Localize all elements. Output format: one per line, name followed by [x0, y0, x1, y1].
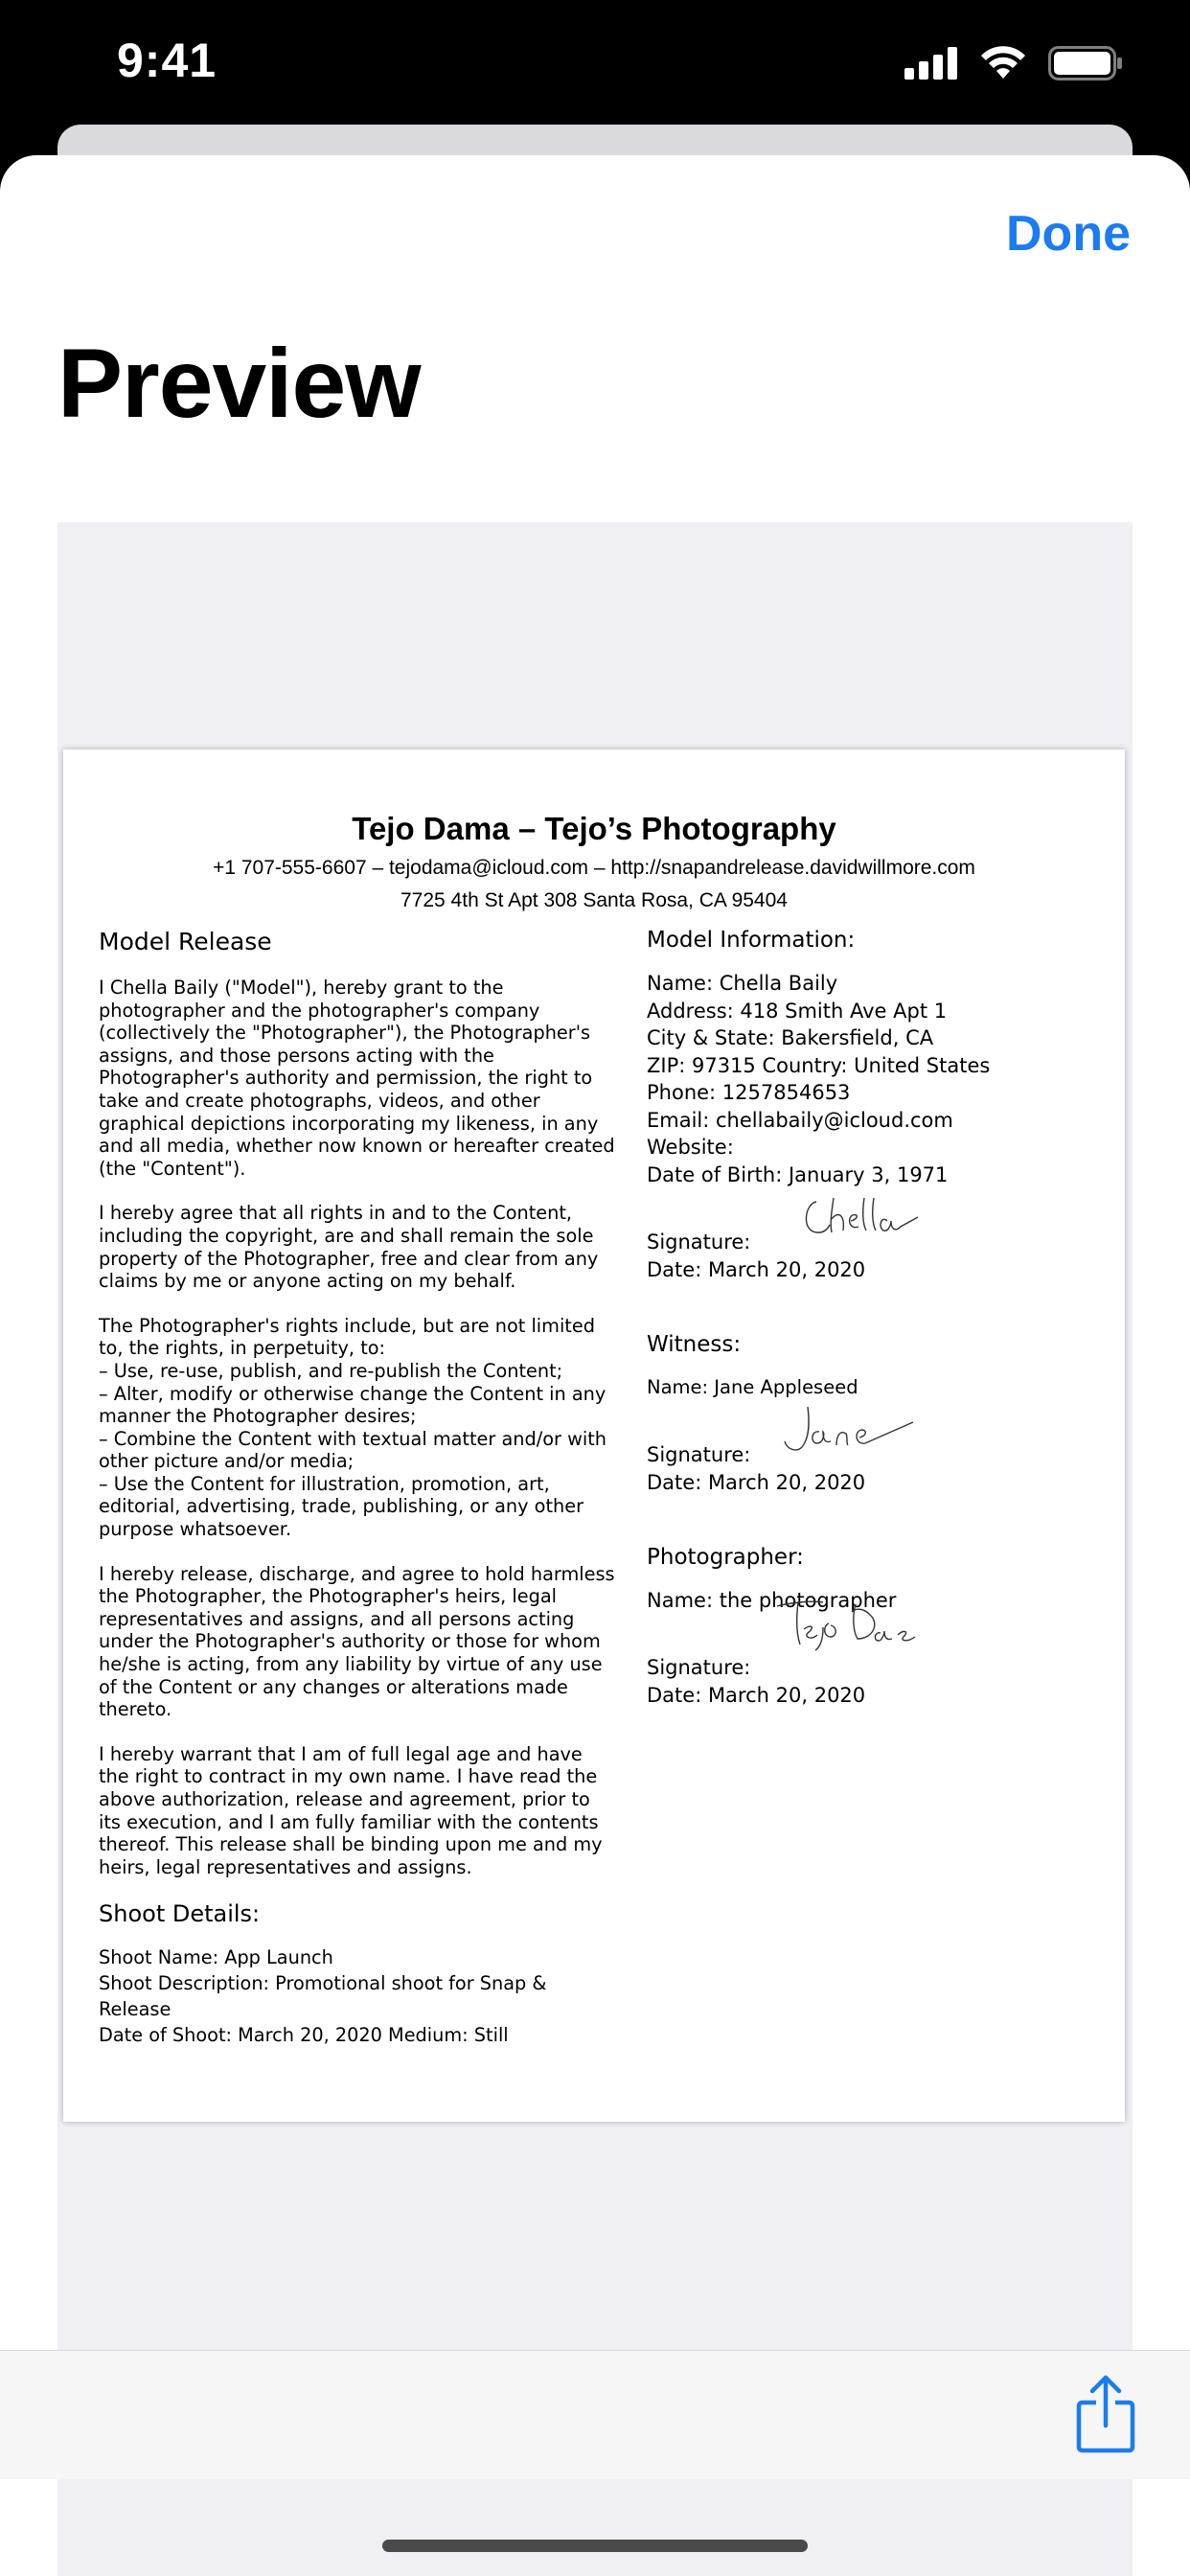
- model-website: Website:: [647, 1136, 734, 1159]
- model-release-column: [99, 928, 616, 2048]
- model-information-heading: Model Information:: [647, 928, 856, 953]
- document-page: [63, 749, 1125, 2122]
- release-paragraph-4: I hereby release, discharge, and agree to hold harmless the Photographer, the Photographer's heirs, legal representatives and assigns, and all persons acting under the Photographer's authority or those for whom he/she is acting, from any liability by virtue of any use of the Content or any changes or alterations made thereto.: [99, 1562, 615, 1721]
- page-title: Preview: [57, 329, 421, 438]
- witness-heading: Witness:: [647, 1331, 742, 1357]
- model-dob: Date of Birth: January 3, 1971: [647, 1162, 949, 1186]
- photographer-name: Name: the photographer: [647, 1588, 897, 1612]
- witness-name: Name: Jane Appleseed: [647, 1375, 858, 1398]
- status-bar: [0, 0, 1190, 144]
- model-city-state: City & State: Bakersfield, CA: [647, 1026, 934, 1049]
- photographer-signature-row: [647, 1654, 1107, 1682]
- photographer-signature-date: Date: March 20, 2020: [647, 1684, 866, 1707]
- model-phone: Phone: 1257854653: [647, 1081, 851, 1104]
- witness-signature-row: [647, 1441, 1107, 1469]
- rights-item: – Alter, modify or otherwise change the Content in any manner the Photographer desires;: [99, 1382, 606, 1428]
- document-address: 7725 4th St Apt 308 Santa Rosa, CA 95404: [400, 889, 788, 911]
- shoot-description: Shoot Description: Promotional shoot for Snap & Release: [99, 1972, 547, 2021]
- model-signature-image: [795, 1192, 920, 1240]
- witness-signature-image: [781, 1403, 915, 1457]
- share-icon[interactable]: [1075, 2374, 1136, 2454]
- photographer-heading: Photographer:: [647, 1544, 804, 1570]
- rights-item: – Use, re-use, publish, and re-publish the Content;: [99, 1359, 563, 1382]
- signal-icon: [904, 47, 958, 80]
- wifi-icon: [979, 46, 1027, 80]
- model-email: Email: chellabaily@icloud.com: [647, 1108, 953, 1132]
- shoot-name: Shoot Name: App Launch: [99, 1946, 333, 1969]
- document-contact: +1 707-555-6607 – tejodama@icloud.com – http://snapandrelease.davidwillmore.com: [213, 857, 975, 879]
- model-signature-row: [647, 1229, 1107, 1256]
- status-icons: [904, 46, 1123, 80]
- status-time: 9:41: [117, 34, 217, 87]
- rights-item: – Use the Content for illustration, promotion, art, editorial, advertising, trade, publishing, or any other purpose whatsoever.: [99, 1472, 584, 1541]
- model-signature-label: Signature:: [647, 1230, 751, 1254]
- model-information-column: [647, 928, 1107, 1710]
- shoot-date-medium: Date of Shoot: March 20, 2020 Medium: Still: [99, 2024, 509, 2047]
- release-paragraph-5: I hereby warrant that I am of full legal age and have the right to contract in my own name. I have read the above authorization, release and agreement, prior to its execution, and I am fully familiar with the contents thereof. This release shall be binding upon me and my heirs, legal representatives and assigns.: [99, 1742, 603, 1878]
- document-header: [63, 811, 1125, 912]
- model-zip-country: ZIP: 97315 Country: United States: [647, 1053, 991, 1077]
- done-button[interactable]: Done: [1006, 206, 1131, 262]
- model-release-heading: Model Release: [99, 928, 272, 955]
- model-address: Address: 418 Smith Ave Apt 1: [647, 999, 948, 1023]
- home-indicator[interactable]: [382, 2540, 808, 2552]
- release-paragraph-2: I hereby agree that all rights in and to the Content, including the copyright, are and shall remain the sole property of the Photographer, free and clear from any claims by me or anyone acting on my behalf.: [99, 1202, 599, 1293]
- battery-icon: [1048, 46, 1123, 80]
- model-name: Name: Chella Baily: [647, 972, 838, 995]
- photographer-signature-label: Signature:: [647, 1656, 751, 1679]
- release-paragraph-1: I Chella Baily ("Model"), hereby grant to the photographer and the photographer's company (collectively the "Photographer"), the Photographer's assigns, and those persons acting with the Photographer's authority and permission, the right to take and create photographs, videos, and other graphical depictions incorporating my likeness, in any and all media, whether now known or hereafter created (the "Content").: [99, 977, 615, 1180]
- witness-signature-label: Signature:: [647, 1443, 751, 1466]
- document-name: Tejo Dama – Tejo’s Photography: [352, 811, 836, 846]
- rights-intro: The Photographer's rights include, but are not limited to, the rights, in perpetuity, to:: [99, 1314, 595, 1360]
- model-signature-date: Date: March 20, 2020: [647, 1258, 866, 1281]
- witness-signature-date: Date: March 20, 2020: [647, 1471, 866, 1494]
- shoot-details: [99, 1900, 616, 2048]
- bottom-toolbar: [0, 2350, 1190, 2479]
- rights-item: – Combine the Content with textual matter and/or with other picture and/or media;: [99, 1427, 606, 1473]
- shoot-details-heading: Shoot Details:: [99, 1900, 261, 1928]
- release-paragraph-3: [99, 1315, 616, 1541]
- photographer-signature-image: [773, 1595, 917, 1656]
